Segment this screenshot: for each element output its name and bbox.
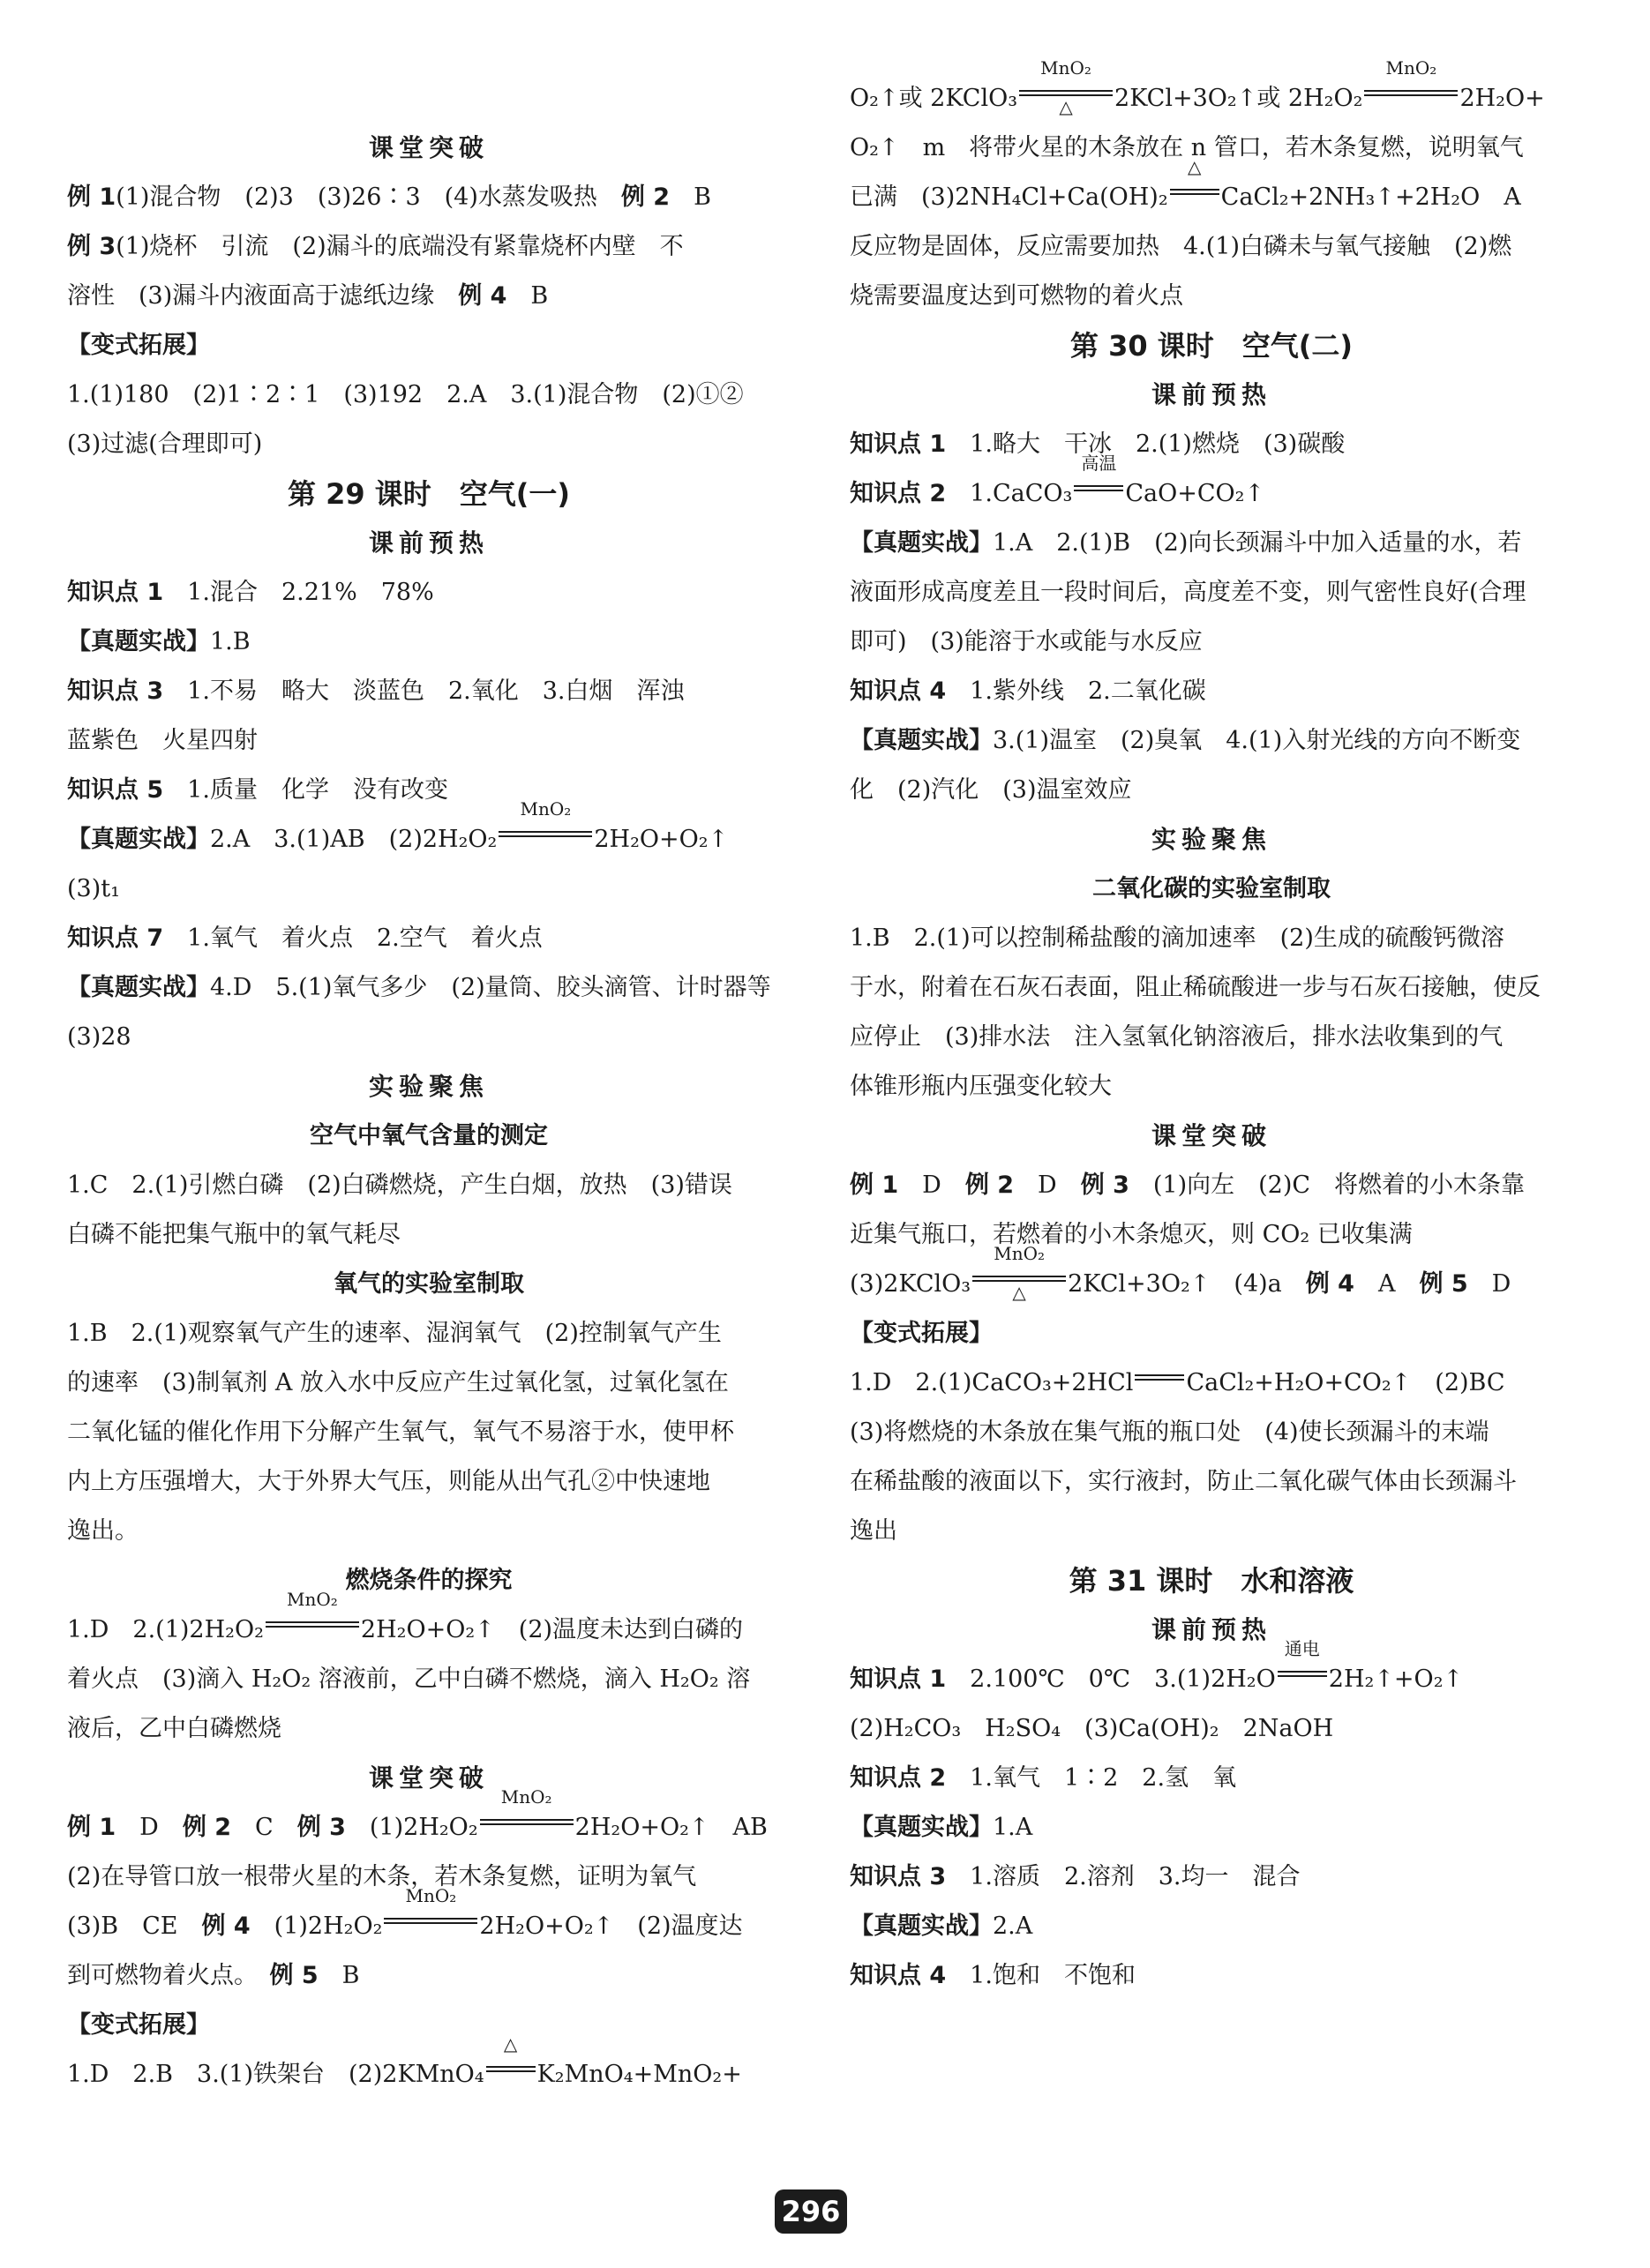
reaction-arrow: [497, 798, 594, 847]
knowledge-point-label: 知识点 1: [67, 579, 164, 606]
answer-text: 已满 (3)2NH₄Cl+Ca(OH)₂: [850, 183, 1168, 211]
answer-text: 2H₂O+O₂↑ (2)温度达: [479, 1912, 743, 1940]
answer-text: 1.紫外线 2.二氧化碳: [946, 677, 1206, 705]
experiment-title: 燃烧条件的探究: [345, 1567, 513, 1594]
answer-text: 1.溶质 2.溶剂 3.均一 混合: [946, 1863, 1301, 1890]
reaction-arrow: [1362, 57, 1459, 106]
answer-text: 1.不易 略大 淡蓝色 2.氧化 3.白烟 浑浊: [163, 677, 685, 705]
answer-text: C: [231, 1814, 297, 1841]
answer-text: CaCl₂+H₂O+CO₂↑ (2)BC: [1186, 1369, 1505, 1396]
answer-text: O₂↑ m 将带火星的木条放在 n 管口，若木条复燃，说明氧气: [850, 134, 1524, 161]
answer-text: (3)t₁: [67, 875, 120, 902]
answer-text: B: [318, 1962, 360, 1989]
answer-text: K₂MnO₄+MnO₂+: [536, 2061, 742, 2088]
section-heading: 课前预热: [1151, 380, 1271, 409]
reaction-condition: 高温: [1081, 453, 1117, 474]
answer-text: CaCl₂+2NH₃↑+2H₂O A: [1220, 183, 1521, 211]
answer-text: 2KCl+3O₂↑ (4)a: [1068, 1270, 1306, 1298]
answer-text: D: [116, 1814, 183, 1841]
answer-text: (2)在导管口放一根带火星的木条，若木条复燃，证明为氧气: [67, 1863, 697, 1890]
section-heading: 课堂突破: [1151, 1121, 1271, 1150]
subsection-label: 【真题实战】: [850, 727, 993, 754]
knowledge-point-label: 知识点 1: [850, 430, 947, 458]
answer-text: 1.C 2.(1)引燃白磷 (2)白磷燃烧，产生白烟，放热 (3)错误: [67, 1171, 732, 1199]
reaction-condition: 通电: [1284, 1638, 1320, 1659]
answer-text: D: [1014, 1171, 1081, 1199]
section-heading: 课堂突破: [368, 133, 489, 162]
experiment-title: 氧气的实验室制取: [334, 1270, 524, 1298]
answer-text: 烧需要温度达到可燃物的着火点: [850, 282, 1183, 310]
answer-text: 2.100℃ 0℃ 3.(1)2H₂O: [946, 1665, 1276, 1693]
answer-text: 着火点 (3)滴入 H₂O₂ 溶液前，乙中白磷不燃烧，滴入 H₂O₂ 溶: [67, 1665, 751, 1693]
answer-text: 1.B 2.(1)可以控制稀盐酸的滴加速率 (2)生成的硫酸钙微溶: [850, 924, 1504, 952]
example-label: 例 3: [1080, 1171, 1129, 1199]
reaction-arrow: [484, 2033, 537, 2082]
answer-text: 1.CaCO₃: [946, 480, 1073, 507]
knowledge-point-label: 知识点 3: [67, 677, 164, 705]
answer-text: (1)烧杯 引流 (2)漏斗的底端没有紧靠烧杯内壁 不: [116, 233, 684, 260]
answer-text: (2)H₂CO₃ H₂SO₄ (3)Ca(OH)₂ 2NaOH: [850, 1715, 1334, 1742]
example-label: 例 5: [269, 1962, 319, 1989]
example-label: 例 5: [1419, 1270, 1468, 1298]
knowledge-point-label: 知识点 7: [67, 924, 164, 952]
answer-text: (1)2H₂O₂: [345, 1814, 478, 1841]
answer-text: 1.A: [993, 1814, 1033, 1841]
answer-text: 3.(1)温室 (2)臭氧 4.(1)入射光线的方向不断变: [993, 727, 1521, 754]
knowledge-point-label: 知识点 5: [67, 776, 164, 804]
section-heading: 课前预热: [368, 528, 489, 558]
reaction-arrow: [478, 1786, 575, 1835]
answer-text: 于水，附着在石灰石表面，阻止稀硫酸进一步与石灰石接触，使反: [850, 974, 1541, 1001]
subsection-label: 【真题实战】: [67, 628, 210, 655]
answer-text: 的速率 (3)制氧剂 A 放入水中反应产生过氧化氢，过氧化氢在: [67, 1369, 729, 1396]
answer-text: 反应物是固体，反应需要加热 4.(1)白磷未与氧气接触 (2)燃: [850, 233, 1512, 260]
page-number-badge: 296: [775, 2189, 847, 2234]
answer-text: CaO+CO₂↑: [1125, 480, 1265, 507]
reaction-condition: △: [1187, 156, 1202, 177]
section-heading: 课堂突破: [368, 1763, 489, 1793]
answer-text: 1.氧气 着火点 2.空气 着火点: [163, 924, 543, 952]
reaction-arrow: [1168, 156, 1221, 205]
answer-text: 2H₂O+O₂↑ AB: [574, 1814, 768, 1841]
answer-text: 体锥形瓶内压强变化较大: [850, 1073, 1112, 1100]
knowledge-point-label: 知识点 4: [850, 677, 947, 705]
answer-text: 1.D 2.B 3.(1)铁架台 (2)2KMnO₄: [67, 2061, 484, 2088]
answer-text: (3)B CE: [67, 1912, 202, 1940]
subsection-label: 【真题实战】: [850, 529, 993, 557]
section-heading: 实验聚焦: [368, 1072, 489, 1101]
answer-text: 2.A 3.(1)AB (2)2H₂O₂: [210, 826, 498, 853]
knowledge-point-label: 知识点 1: [850, 1665, 947, 1693]
answer-text: 到可燃物着火点。: [67, 1962, 270, 1989]
answer-text: 逸出。: [67, 1517, 139, 1545]
reaction-condition: △: [1059, 96, 1073, 117]
reaction-condition: MnO₂: [287, 1589, 338, 1610]
reaction-condition: MnO₂: [520, 798, 572, 820]
answer-text: 2.A: [993, 1912, 1033, 1940]
answer-text: (1)向左 (2)C 将燃着的小木条靠: [1129, 1171, 1526, 1199]
example-label: 例 4: [201, 1912, 251, 1940]
answer-text: 即可) (3)能溶于水或能与水反应: [850, 628, 1203, 655]
example-label: 例 1: [850, 1171, 899, 1199]
answer-text: 液面形成高度差且一段时间后，高度差不变，则气密性良好(合理: [850, 579, 1526, 606]
reaction-arrow: [1017, 57, 1114, 117]
subsection-label: 【变式拓展】: [67, 332, 210, 359]
example-label: 例 1: [67, 183, 116, 211]
subsection-label: 【变式拓展】: [67, 2011, 210, 2039]
subsection-label: 【真题实战】: [850, 1912, 993, 1940]
example-label: 例 2: [620, 183, 671, 211]
example-label: 例 3: [296, 1814, 346, 1841]
answer-text: D: [1467, 1270, 1511, 1298]
answer-text: (3)28: [67, 1023, 131, 1051]
knowledge-point-label: 知识点 2: [850, 480, 947, 507]
example-label: 例 2: [182, 1814, 232, 1841]
answer-text: (3)过滤(合理即可): [67, 430, 263, 458]
answer-text: 近集气瓶口，若燃着的小木条熄灭，则 CO₂ 已收集满: [850, 1221, 1413, 1248]
answer-text: 蓝紫色 火星四射: [67, 727, 258, 754]
answer-text: 内上方压强增大，大于外界大气压，则能从出气孔②中快速地: [67, 1468, 710, 1495]
subsection-label: 【变式拓展】: [850, 1320, 993, 1347]
answer-text: 1.A 2.(1)B (2)向长颈漏斗中加入适量的水，若: [993, 529, 1522, 557]
answer-text: 二氧化锰的催化作用下分解产生氧气，氧气不易溶于水，使甲杯: [67, 1418, 734, 1446]
answer-text: 1.D 2.(1)2H₂O₂: [67, 1616, 264, 1643]
answer-text: B: [506, 282, 549, 310]
reaction-arrow: [1133, 1366, 1186, 1390]
answer-text: (3)将燃烧的木条放在集气瓶的瓶口处 (4)使长颈漏斗的末端: [850, 1418, 1489, 1446]
example-label: 例 1: [67, 1814, 116, 1841]
reaction-condition: MnO₂: [1385, 57, 1437, 79]
reaction-arrow: [971, 1243, 1068, 1303]
answer-text: D: [898, 1171, 965, 1199]
reaction-arrow: [1072, 453, 1125, 501]
section-heading: 实验聚焦: [1151, 825, 1271, 854]
answer-text: 1.氧气 1∶2 2.氢 氧: [946, 1764, 1237, 1792]
reaction-condition: MnO₂: [405, 1885, 457, 1906]
reaction-condition: MnO₂: [994, 1243, 1046, 1264]
answer-text: 2H₂↑+O₂↑: [1328, 1665, 1464, 1693]
right-column: [850, 57, 1573, 2001]
answer-text: 在稀盐酸的液面以下，实行液封，防止二氧化碳气体由长颈漏斗: [850, 1468, 1517, 1495]
answer-text: (3)2KClO₃: [850, 1270, 971, 1298]
answer-text: 1.B 2.(1)观察氧气产生的速率、湿润氧气 (2)控制氧气产生: [67, 1320, 722, 1347]
example-label: 例 2: [964, 1171, 1015, 1199]
answer-text: 1.质量 化学 没有改变: [163, 776, 448, 804]
answer-text: 1.混合 2.21% 78%: [163, 579, 434, 606]
reaction-condition: MnO₂: [1040, 57, 1091, 79]
answer-text: 1.(1)180 (2)1∶2∶1 (3)192 2.A 3.(1)混合物 (2)①②: [67, 381, 744, 408]
reaction-condition: △: [1012, 1282, 1026, 1303]
experiment-title: 空气中氧气含量的测定: [310, 1122, 548, 1149]
answer-text: 1.略大 干冰 2.(1)燃烧 (3)碳酸: [946, 430, 1346, 458]
answer-text: 应停止 (3)排水法 注入氢氧化钠溶液后，排水法收集到的气: [850, 1023, 1504, 1051]
lesson-title: 第 30 课时 空气(二): [1069, 329, 1354, 363]
answer-text: 2H₂O+O₂↑: [594, 826, 729, 853]
knowledge-point-label: 知识点 3: [850, 1863, 947, 1890]
example-label: 例 4: [1305, 1270, 1354, 1298]
answer-text: O₂↑或 2KClO₃: [850, 85, 1018, 112]
knowledge-point-label: 知识点 4: [850, 1962, 947, 1989]
answer-text: 1.B: [210, 628, 251, 655]
answer-text: (1)混合物 (2)3 (3)26∶3 (4)水蒸发吸热: [116, 183, 621, 211]
answer-text: A: [1354, 1270, 1420, 1298]
answer-text: 白磷不能把集气瓶中的氧气耗尽: [67, 1221, 401, 1248]
answer-text: (1)2H₂O₂: [250, 1912, 383, 1940]
answer-text: 4.D 5.(1)氧气多少 (2)量筒、胶头滴管、计时器等: [210, 974, 771, 1001]
answer-text: 1.饱和 不饱和: [946, 1962, 1136, 1989]
lesson-title: 第 29 课时 空气(一): [287, 477, 571, 511]
answer-text: 2H₂O+O₂↑ (2)温度未达到白磷的: [360, 1616, 744, 1643]
section-heading: 课前预热: [1151, 1615, 1271, 1644]
answer-text: B: [670, 183, 711, 211]
experiment-title: 二氧化碳的实验室制取: [1092, 875, 1331, 902]
answer-text: 逸出: [850, 1517, 897, 1545]
reaction-arrow: [264, 1589, 361, 1637]
answer-text: 化 (2)汽化 (3)温室效应: [850, 776, 1132, 804]
subsection-label: 【真题实战】: [67, 826, 210, 853]
answer-text: 1.D 2.(1)CaCO₃+2HCl: [850, 1369, 1134, 1396]
answer-text: 溶性 (3)漏斗内液面高于滤纸边缘: [67, 282, 459, 310]
reaction-condition: MnO₂: [500, 1786, 552, 1808]
subsection-label: 【真题实战】: [67, 974, 210, 1001]
answer-text: 2KCl+3O₂↑或 2H₂O₂: [1114, 85, 1363, 112]
answer-text: 液后，乙中白磷燃烧: [67, 1715, 281, 1742]
reaction-arrow: [1276, 1638, 1329, 1687]
reaction-arrow: [382, 1885, 479, 1934]
example-label: 例 4: [458, 282, 507, 310]
knowledge-point-label: 知识点 2: [850, 1764, 947, 1792]
subsection-label: 【真题实战】: [850, 1814, 993, 1841]
answer-text: 2H₂O+: [1459, 85, 1545, 112]
lesson-title: 第 31 课时 水和溶液: [1069, 1564, 1354, 1598]
example-label: 例 3: [67, 233, 116, 260]
reaction-condition: △: [503, 2033, 518, 2055]
left-column: [67, 124, 791, 2100]
